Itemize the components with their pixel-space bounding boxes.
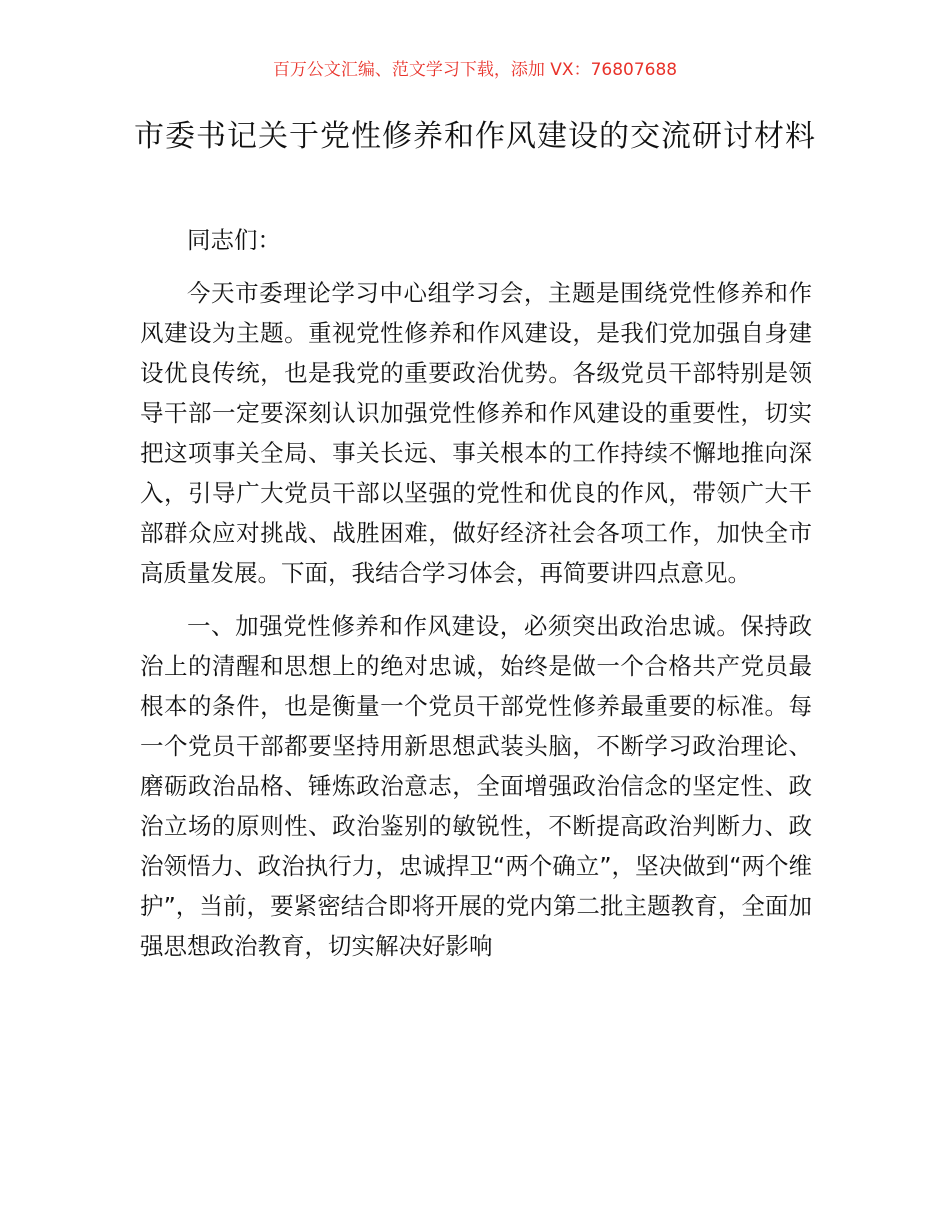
salutation: 同志们： [187, 226, 281, 254]
document-body [140, 220, 812, 979]
header-note: 百万公文汇编、范文学习下载，添加 VX：76807688 [272, 60, 678, 80]
paragraph: 今天市委理论学习中心组学习会，主题是围绕党性修养和作风建设为主题。重视党性修养和作风建设，是我们党加强自身建设优良传统，也是我党的重要政治优势。各级党员干部特别是领导干部一定要深刻认识加强党性修养和作风建设的重要性，切实把这项事关全局、事关长远、事关根本的工作持续不懈地推向深入，引导广大党员干部以坚强的党性和优良的作风，带领广大干部群众应对挑战、战胜困难，做好经济社会各项工作，加快全市高质量发展。下面，我结合学习体会，再简要讲四点意见。 [140, 279, 812, 587]
paragraph: 一、加强党性修养和作风建设，必须突出政治忠诚。保持政治上的清醒和思想上的绝对忠诚，始终是做一个合格共产党员最根本的条件，也是衡量一个党员干部党性修养最重要的标准。每一个党员干部都要坚持用新思想武装头脑，不断学习政治理论、磨砺政治品格、锤炼政治意志，全面增强政治信念的坚定性、政治立场的原则性、政治鉴别的敏锐性，不断提高政治判断力、政治领悟力、政治执行力，忠诚捍卫“两个确立”，坚决做到“两个维护”，当前，要紧密结合即将开展的党内第二批主题教育，全面加强思想政治教育，切实解决好影响 [140, 612, 812, 960]
document-title: 市委书记关于党性修养和作风建设的交流研讨材料 [134, 119, 816, 154]
